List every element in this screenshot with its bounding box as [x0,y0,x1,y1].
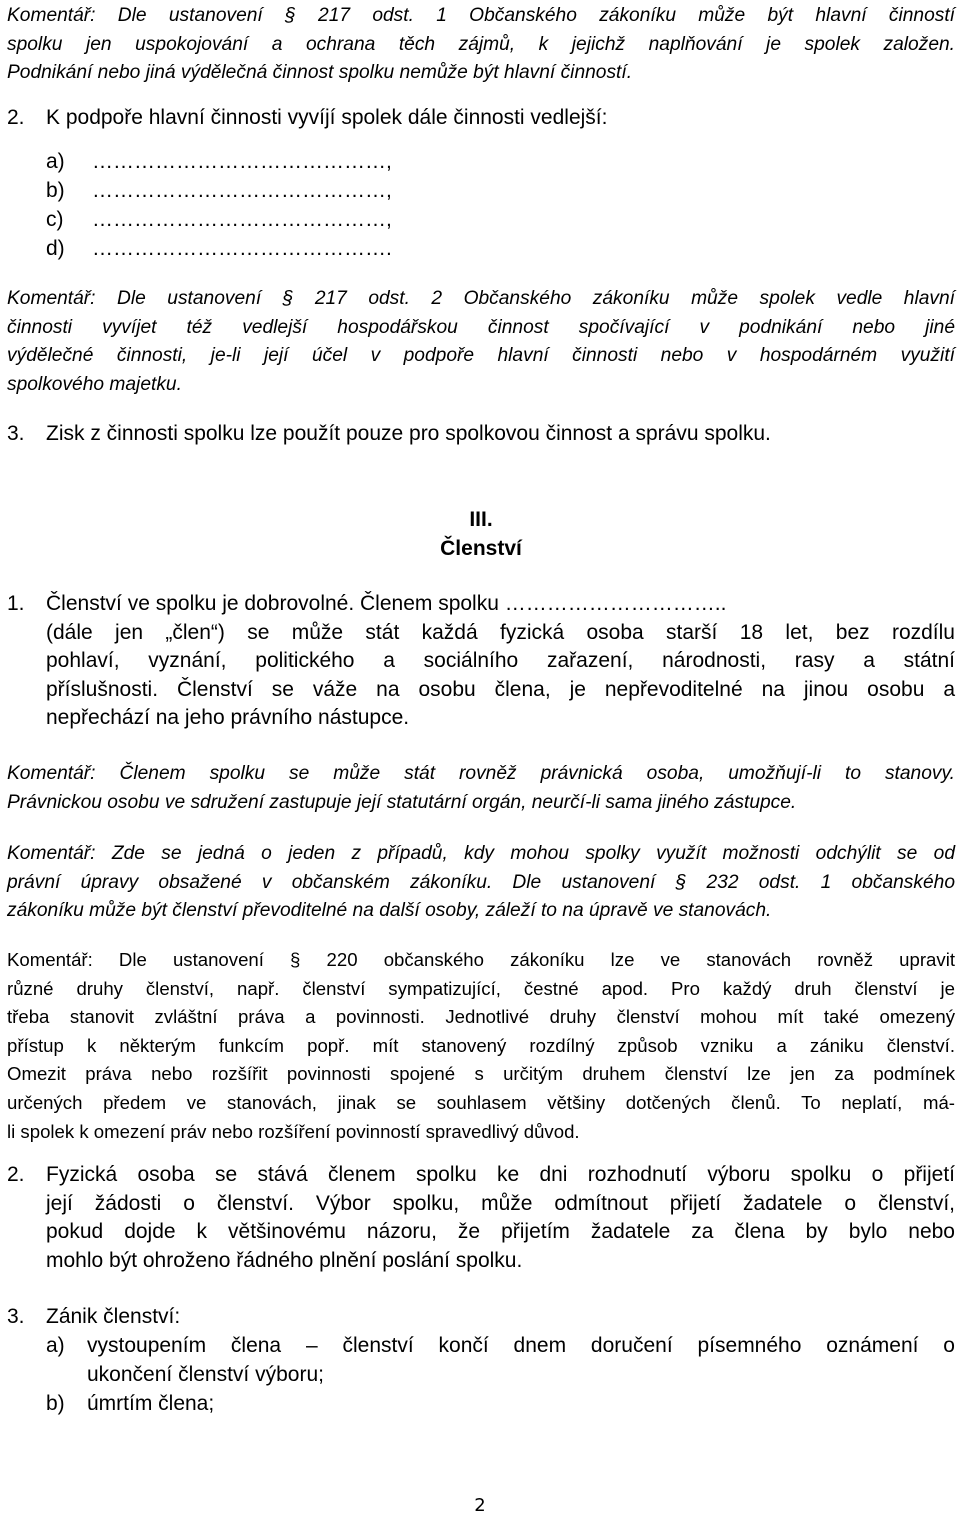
clause-body [46,590,955,733]
comment-membership-types [7,946,955,1146]
comment-secondary-activity [7,285,955,399]
termination-list [7,1332,955,1419]
clause-line: pohlaví, vyznání, politického a sociálního zařazení, národnosti, rasy a státní [46,649,955,673]
clause-line: pokud dojde k většinovému názoru, že přijetím žadatele za člena by bylo nebo [46,1220,955,1244]
list-letter: c) [46,208,64,231]
clause-number: 3. [7,422,25,445]
comment-line: Komentář: Dle ustanovení § 220 občanského zákoníku lze ve stanovách rovněž upravit [7,949,955,970]
list-letter: d) [46,237,65,260]
clause-number: 2. [7,106,25,129]
clause-line: její žádosti o členství. Výbor spolku, může odmítnout přijetí žadatele o členství, [46,1191,955,1215]
comment-legal-entity [7,760,955,817]
comment-line: Právnickou osobu ve sdružení zastupuje její statutární orgán, neurčí-li sama jiného zástupce. [7,791,797,813]
comment-line: spolku jen uspokojování a ochrana těch zájmů, k jejichž naplňování je spolek založen. [7,33,955,55]
section-number: III. [469,508,493,531]
page-number: 2 [474,1495,486,1516]
comment-line: Komentář: Zde se jedná o jeden z případů, kdy mohou spolky využít možnosti odchýlit se od [7,843,955,864]
list-text: ……………………………………, [92,179,392,202]
list-item [7,1390,955,1419]
clause-number: 3. [7,1305,25,1328]
list-body [87,1332,955,1389]
clause-line: Členství ve spolku je dobrovolné. Členem spolku ………………………….. [46,592,727,615]
list-text: ……………………………………, [92,150,392,173]
list-line: vystoupením člena – členství končí dnem doručení písemného oznámení o [87,1334,955,1357]
clause-line: Fyzická osoba se stává členem spolku ke dni rozhodnutí výboru spolku o přijetí [46,1163,955,1186]
list-item [7,1332,955,1390]
list-item [7,177,955,206]
comment-line: přístup k některým funkcím popř. mít stanovený rozdílný způsob vzniku a zániku členství. [7,1034,955,1056]
comment-line: zákoníku může být členství převoditelné na další osoby, záleží to na úpravě ve stanovách. [7,900,772,922]
list-body [87,1390,955,1419]
comment-main-activity [7,2,955,88]
comment-line: výdělečné činnosti, je-li její účel v podpoře hlavní činnosti nebo v hospodárném využití [7,345,955,367]
clause-line: nepřechází na jeho právního nástupce. [46,706,410,730]
section-heading [7,505,955,563]
list-item [7,206,955,235]
list-text: ……………………………………, [92,208,392,231]
clause-number: 2. [7,1163,25,1186]
clause-number: 1. [7,592,25,615]
clause-text: Zisk z činnosti spolku lze použít pouze pro spolkovou činnost a správu spolku. [46,422,771,445]
comment-line: Komentář: Dle ustanovení § 217 odst. 2 Občanského zákoníku může spolek vedle hlavní [7,288,955,309]
comment-line: určených předem ve stanovách, jinak se souhlasem většiny dotčených členů. To neplatí, má- [7,1091,955,1113]
list-line: ukončení členství výboru; [87,1362,324,1386]
list-line: úmrtím člena; [87,1392,215,1415]
clause-line: příslušnosti. Členství se váže na osobu člena, je nepřevoditelné na jinou osobu a [46,677,955,701]
list-letter: b) [46,179,65,202]
comment-line: li spolek k omezení práv nebo rozšíření povinností spravedlivý důvod. [7,1120,580,1142]
secondary-activity-list [7,148,955,264]
clause-body [46,1161,955,1275]
comment-line: Komentář: Členem spolku se může stát rovněž právnická osoba, umožňují-li to stanovy. [7,763,955,784]
comment-line: spolkového majetku. [7,373,182,395]
list-item [7,148,955,177]
comment-transferable [7,840,955,926]
list-letter: b) [46,1392,65,1415]
clause-line: (dále jen „člen“) se může stát každá fyzická osoba starší 18 let, bez rozdílu [46,620,955,644]
comment-line: různé druhy členství, např. členství sympatizující, čestné apod. Pro každý druh členství je [7,977,955,999]
list-text: ……………………………………. [92,237,392,260]
comment-line: činnosti vyvíjet též vedlejší hospodářskou činnost spočívající v podnikání nebo jiné [7,316,955,338]
comment-line: třeba stanovit zvláštní práva a povinnosti. Jednotlivé druhy členství mohou mít také omezený [7,1006,955,1028]
clause-text: K podpoře hlavní činnosti vyvíjí spolek dále činnosti vedlejší: [46,106,608,129]
comment-line: Omezit práva nebo rozšířit povinnosti spojené s určitým druhem členství lze jen za podmínek [7,1063,955,1085]
clause-text: Zánik členství: [46,1305,181,1328]
list-item [7,235,955,264]
comment-line: Podnikání nebo jiná výdělečná činnost spolku nemůže být hlavní činností. [7,62,633,84]
list-letter: a) [46,150,65,173]
comment-line: právní úpravy obsažené v občanském zákoníku. Dle ustanovení § 232 odst. 1 občanského [7,871,955,893]
comment-line: Komentář: Dle ustanovení § 217 odst. 1 Občanského zákoníku může být hlavní činností [7,5,955,26]
list-letter: a) [46,1334,65,1357]
clause-line: mohlo být ohroženo řádného plnění poslání spolku. [46,1248,523,1272]
section-title: Členství [440,537,522,560]
